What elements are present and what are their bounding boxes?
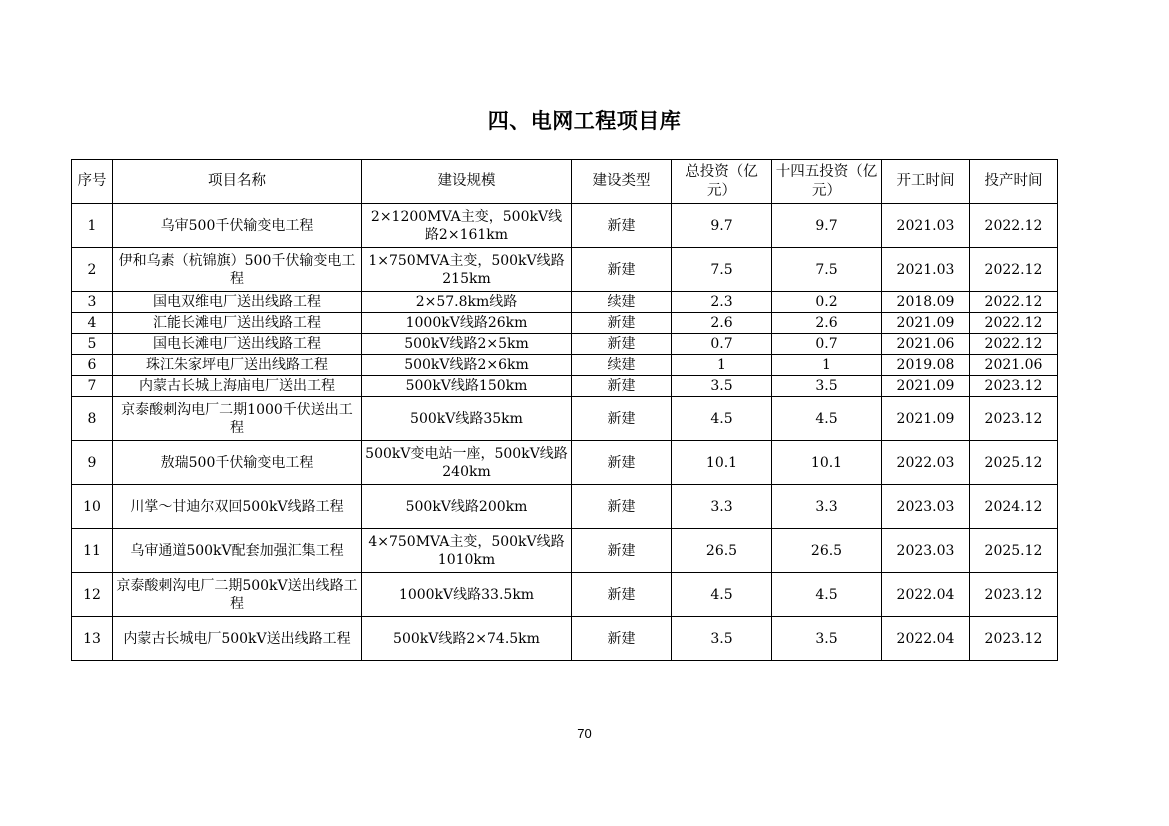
cell-type: 新建 [572,441,672,485]
cell-finish: 2022.12 [970,334,1058,355]
cell-start: 2021.09 [882,376,970,397]
table-row [72,204,1058,248]
cell-name: 汇能长滩电厂送出线路工程 [113,313,362,334]
cell-start: 2021.09 [882,313,970,334]
cell-seq: 13 [72,617,113,661]
cell-plan: 10.1 [772,441,882,485]
table-row [72,355,1058,376]
project-table [71,159,1058,661]
cell-scale: 2×57.8km线路 [362,292,572,313]
cell-plan: 4.5 [772,573,882,617]
header-seq: 序号 [72,160,113,204]
cell-type: 新建 [572,485,672,529]
cell-scale: 1000kV线路33.5km [362,573,572,617]
cell-total: 2.6 [672,313,772,334]
header-start-time: 开工时间 [882,160,970,204]
cell-total: 0.7 [672,334,772,355]
header-name: 项目名称 [113,160,362,204]
cell-start: 2021.06 [882,334,970,355]
cell-total: 3.5 [672,617,772,661]
cell-seq: 1 [72,204,113,248]
cell-scale: 500kV线路150km [362,376,572,397]
cell-name: 内蒙古长城上海庙电厂送出工程 [113,376,362,397]
table-row [72,376,1058,397]
cell-scale: 1×750MVA主变，500kV线路215km [362,248,572,292]
cell-seq: 9 [72,441,113,485]
cell-start: 2022.04 [882,617,970,661]
cell-seq: 6 [72,355,113,376]
cell-start: 2021.03 [882,248,970,292]
cell-seq: 4 [72,313,113,334]
table-row [72,397,1058,441]
cell-plan: 4.5 [772,397,882,441]
cell-finish: 2022.12 [970,204,1058,248]
cell-type: 新建 [572,376,672,397]
cell-total: 4.5 [672,573,772,617]
cell-plan: 9.7 [772,204,882,248]
cell-scale: 500kV线路35km [362,397,572,441]
cell-scale: 500kV变电站一座，500kV线路240km [362,441,572,485]
cell-total: 9.7 [672,204,772,248]
cell-finish: 2025.12 [970,441,1058,485]
cell-finish: 2022.12 [970,313,1058,334]
cell-type: 新建 [572,529,672,573]
cell-start: 2021.09 [882,397,970,441]
cell-type: 新建 [572,573,672,617]
cell-type: 新建 [572,248,672,292]
cell-scale: 500kV线路2×5km [362,334,572,355]
cell-plan: 0.7 [772,334,882,355]
cell-plan: 7.5 [772,248,882,292]
cell-start: 2023.03 [882,485,970,529]
cell-start: 2019.08 [882,355,970,376]
cell-finish: 2023.12 [970,617,1058,661]
cell-plan: 1 [772,355,882,376]
cell-start: 2018.09 [882,292,970,313]
cell-plan: 0.2 [772,292,882,313]
cell-start: 2023.03 [882,529,970,573]
cell-plan: 3.5 [772,376,882,397]
cell-seq: 2 [72,248,113,292]
cell-finish: 2021.06 [970,355,1058,376]
cell-scale: 4×750MVA主变，500kV线路1010km [362,529,572,573]
cell-scale: 500kV线路2×6km [362,355,572,376]
cell-total: 4.5 [672,397,772,441]
cell-seq: 5 [72,334,113,355]
cell-plan: 3.5 [772,617,882,661]
cell-type: 新建 [572,397,672,441]
cell-plan: 26.5 [772,529,882,573]
cell-scale: 1000kV线路26km [362,313,572,334]
cell-total: 1 [672,355,772,376]
cell-plan: 3.3 [772,485,882,529]
header-scale: 建设规模 [362,160,572,204]
cell-finish: 2022.12 [970,292,1058,313]
cell-total: 3.5 [672,376,772,397]
cell-total: 3.3 [672,485,772,529]
cell-name: 伊和乌素（杭锦旗）500千伏输变电工程 [113,248,362,292]
cell-plan: 2.6 [772,313,882,334]
table-row [72,292,1058,313]
cell-seq: 10 [72,485,113,529]
cell-total: 10.1 [672,441,772,485]
cell-finish: 2023.12 [970,376,1058,397]
cell-seq: 11 [72,529,113,573]
cell-name: 国电双维电厂送出线路工程 [113,292,362,313]
table-row [72,529,1058,573]
header-type: 建设类型 [572,160,672,204]
cell-scale: 2×1200MVA主变，500kV线路2×161km [362,204,572,248]
cell-name: 敖瑞500千伏输变电工程 [113,441,362,485]
cell-finish: 2023.12 [970,397,1058,441]
header-total-investment: 总投资（亿元） [672,160,772,204]
cell-total: 26.5 [672,529,772,573]
cell-type: 新建 [572,204,672,248]
cell-start: 2022.03 [882,441,970,485]
cell-type: 新建 [572,334,672,355]
header-finish-time: 投产时间 [970,160,1058,204]
cell-total: 2.3 [672,292,772,313]
cell-type: 新建 [572,313,672,334]
cell-finish: 2023.12 [970,573,1058,617]
table-row [72,573,1058,617]
cell-seq: 7 [72,376,113,397]
cell-scale: 500kV线路200km [362,485,572,529]
table-row [72,313,1058,334]
cell-name: 内蒙古长城电厂500kV送出线路工程 [113,617,362,661]
table-row [72,334,1058,355]
cell-seq: 3 [72,292,113,313]
cell-name: 川掌～甘迪尔双回500kV线路工程 [113,485,362,529]
table-row [72,485,1058,529]
cell-finish: 2024.12 [970,485,1058,529]
cell-finish: 2022.12 [970,248,1058,292]
cell-seq: 8 [72,397,113,441]
cell-name: 国电长滩电厂送出线路工程 [113,334,362,355]
cell-name: 京泰酸刺沟电厂二期1000千伏送出工程 [113,397,362,441]
cell-start: 2022.04 [882,573,970,617]
header-plan-investment: 十四五投资（亿元） [772,160,882,204]
cell-type: 续建 [572,292,672,313]
table-row [72,617,1058,661]
cell-name: 乌审500千伏输变电工程 [113,204,362,248]
cell-start: 2021.03 [882,204,970,248]
table-row [72,248,1058,292]
cell-seq: 12 [72,573,113,617]
cell-name: 乌审通道500kV配套加强汇集工程 [113,529,362,573]
cell-scale: 500kV线路2×74.5km [362,617,572,661]
header-row [72,160,1058,204]
cell-type: 新建 [572,617,672,661]
page-number: 70 [577,726,592,741]
cell-name: 珠江朱家坪电厂送出线路工程 [113,355,362,376]
table-row [72,441,1058,485]
cell-name: 京泰酸刺沟电厂二期500kV送出线路工程 [113,573,362,617]
cell-total: 7.5 [672,248,772,292]
cell-type: 续建 [572,355,672,376]
page-title: 四、电网工程项目库 [487,109,682,133]
cell-finish: 2025.12 [970,529,1058,573]
